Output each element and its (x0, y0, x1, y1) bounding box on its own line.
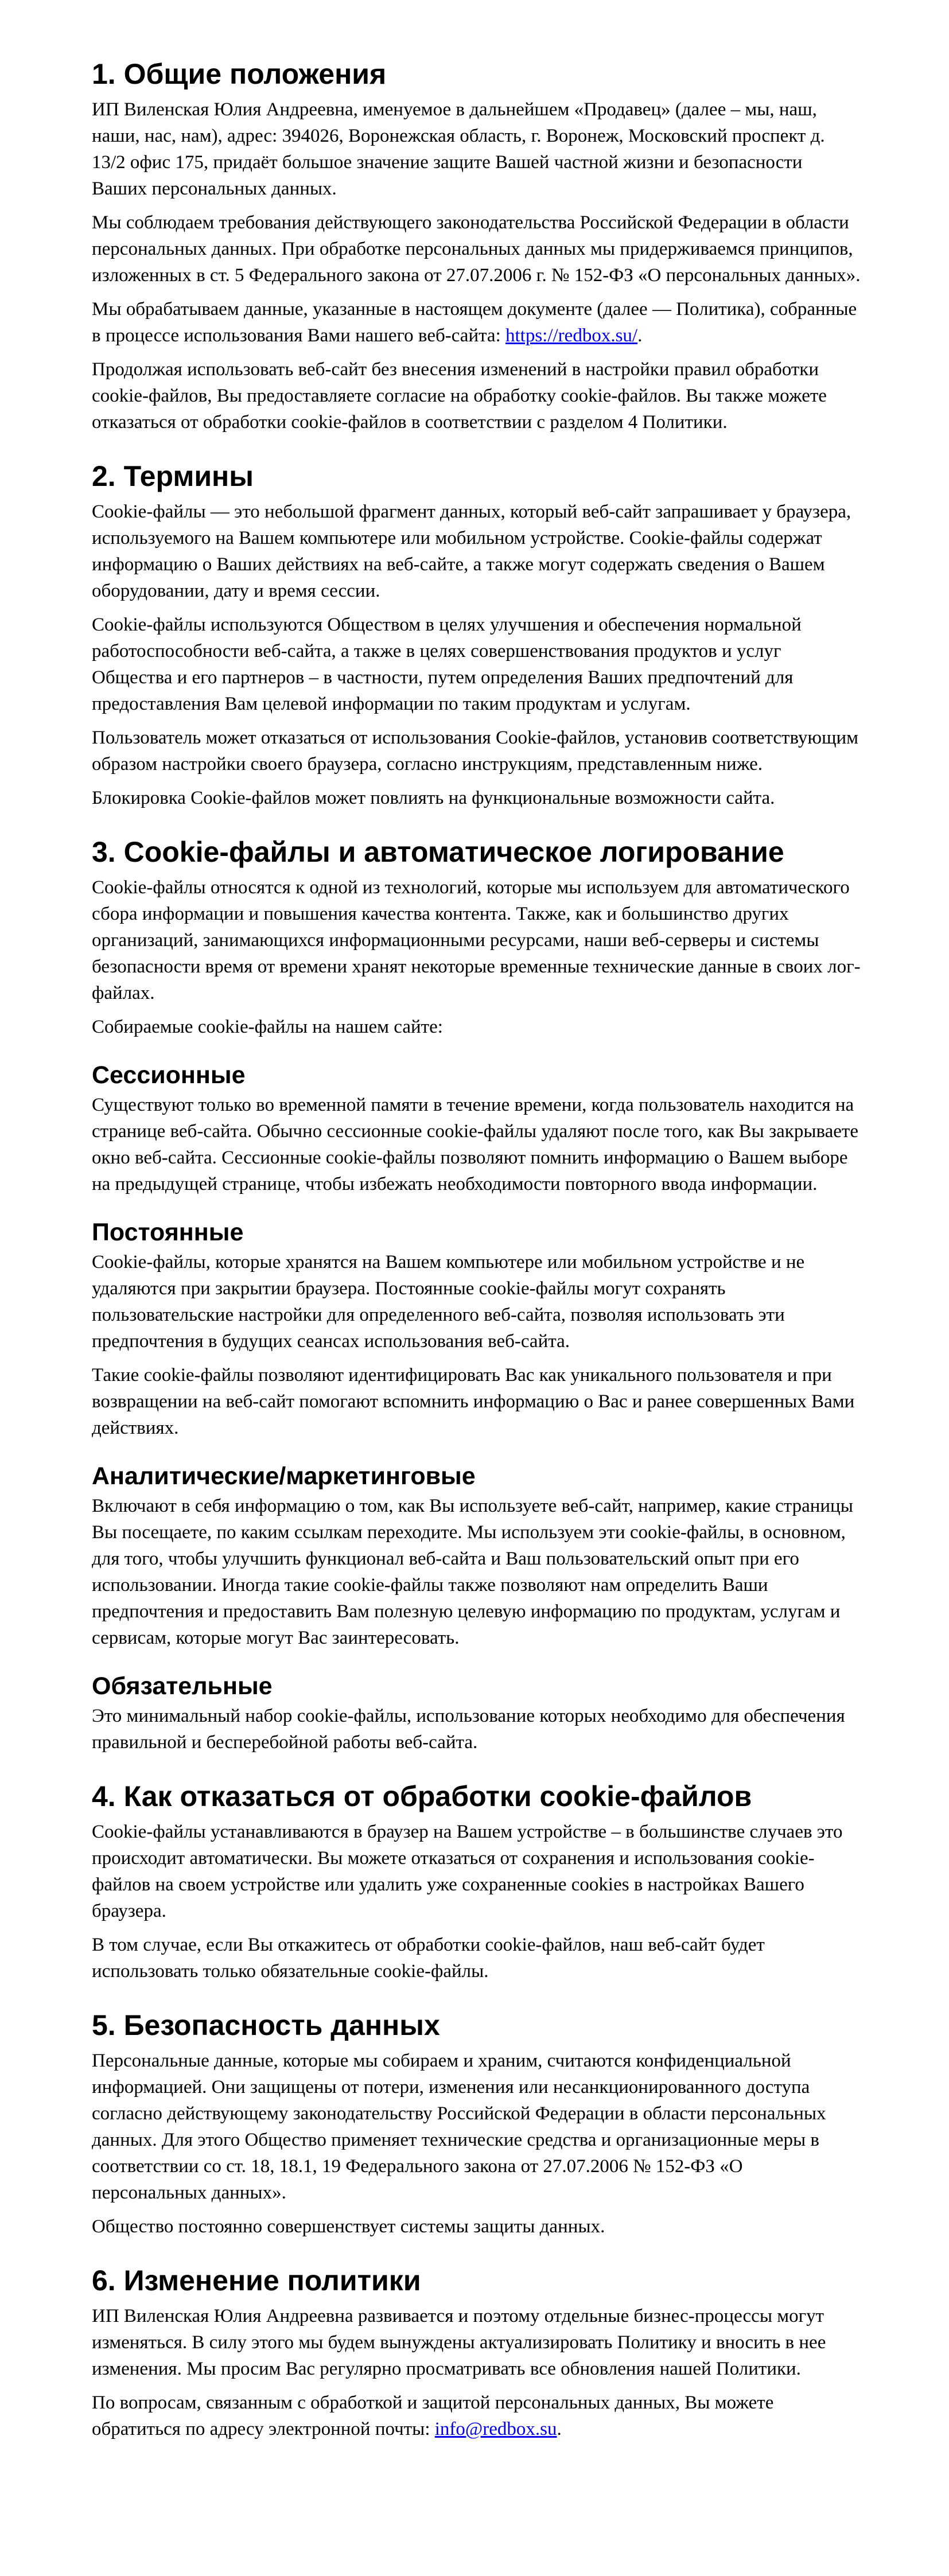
paragraph: ИП Виленская Юлия Андреевна, именуемое в дальнейшем «Продавец» (далее – мы, наш, наши, нас, нам), адрес: 394026, Воронежская область, г. Воронеж, Московский проспект д. 13/2 офис 175, придаёт большое значение защите Вашей частной жизни и безопасности Ваших персональных данных. (92, 99, 825, 199)
paragraph: Продолжая использовать веб-сайт без внесения изменений в настройки правил обработки cookie-файлов, Вы предоставляете согласие на обработку cookie-файлов. Вы также можете отказаться от обработки cookie-файлов в соответствии с разделом 4 Политики. (92, 359, 827, 433)
paragraph: Это минимальный набор cookie-файлы, использование которых необходимо для обеспечения правильной и бесперебойной работы веб-сайта. (92, 1706, 845, 1753)
paragraph: Cookie-файлы — это небольшой фрагмент данных, который веб-сайт запрашивает у браузера, используемого на Вашем компьютере или мобильном устройстве. Cookie-файлы содержат информацию о Ваших действиях на веб-сайте, а также могут содержать сведения о Вашем оборудовании, дату и время сессии. (92, 501, 851, 601)
paragraph: Cookie-файлы относятся к одной из технологий, которые мы используем для автоматического сбора информации и повышения качества контента. Также, как и большинство других организаций, занимающихся информационными ресурсами, наши веб-серверы и системы безопасности время от времени хранят некоторые временные технические данные в своих лог-файлах. (92, 877, 861, 1003)
paragraph: В том случае, если Вы откажитесь от обработки cookie-файлов, наш веб-сайт будет использовать только обязательные cookie-файлы. (92, 1935, 765, 1982)
paragraph-with-link (92, 296, 861, 349)
paragraph-text: Мы обрабатываем данные, указанные в настоящем документе (далее — Политика), собранные в процессе использования Вами нашего веб-сайта: (92, 299, 857, 346)
subsection-session-heading: Сессионные (92, 1061, 246, 1089)
section-3-heading: 3. Cookie-файлы и автоматическое логирование (92, 836, 784, 868)
subsection-required-heading: Обязательные (92, 1672, 273, 1700)
section-1-heading: 1. Общие положения (92, 58, 387, 90)
paragraph: Мы соблюдаем требования действующего законодательства Российской Федерации в области персональных данных. При обработке персональных данных мы придерживаемся принципов, изложенных в ст. 5 Федерального закона от 27.07.2006 г. № 152-ФЗ «О персональных данных». (92, 212, 861, 286)
paragraph-text: . (637, 325, 643, 346)
paragraph: Блокировка Cookie-файлов может повлиять на функциональные возможности сайта. (92, 788, 775, 808)
paragraph: Собираемые cookie-файлы на нашем сайте: (92, 1017, 443, 1037)
subsection-persistent-heading: Постоянные (92, 1219, 244, 1246)
paragraph: Cookie-файлы устанавливаются в браузер на Вашем устройстве – в большинстве случаев это происходит автоматически. Вы можете отказаться от сохранения и использования cookie-файлов на своем устройстве или удалить уже сохраненные cookies в настройках Вашего браузера. (92, 1822, 843, 1921)
section-4-heading: 4. Как отказаться от обработки cookie-файлов (92, 1780, 752, 1812)
paragraph: Cookie-файлы используются Обществом в целях улучшения и обеспечения нормальной работоспособности веб-сайта, а также в целях совершенствования продуктов и услуг Общества и его партнеров – в частности, путем определения Ваших предпочтений для предоставления Вам целевой информации по таким продуктам и услугам. (92, 614, 802, 714)
paragraph: Персональные данные, которые мы собираем и храним, считаются конфиденциальной информацией. Они защищены от потери, изменения или несанкционированного доступа согласно действующему законодательству Российской Федерации в области персональных данных. Для этого Общество применяет технические средства и организационные меры в соответствии со ст. 18, 18.1, 19 Федерального закона от 27.07.2006 № 152-ФЗ «О персональных данных». (92, 2050, 826, 2203)
email-link[interactable]: info@redbox.su (434, 2419, 557, 2439)
paragraph: Cookie-файлы, которые хранятся на Вашем компьютере или мобильном устройстве и не удаляются при закрытии браузера. Постоянные cookie-файлы могут сохранять пользовательские настройки для определенного веб-сайта, позволяя использовать эти предпочтения в будущих сеансах использования веб-сайта. (92, 1252, 805, 1352)
section-2-heading: 2. Термины (92, 460, 254, 492)
website-link[interactable]: https://redbox.su/ (505, 325, 638, 346)
paragraph: Пользователь может отказаться от использования Cookie-файлов, установив соответствующим образом настройки своего браузера, согласно инструкциям, представленным ниже. (92, 727, 859, 775)
paragraph: Такие cookie-файлы позволяют идентифицировать Вас как уникального пользователя и при возвращении на веб-сайт помогают вспомнить информацию о Вас и ранее совершенных Вами действиях. (92, 1365, 855, 1438)
section-6-heading: 6. Изменение политики (92, 2264, 421, 2297)
paragraph-text: . (557, 2419, 562, 2439)
paragraph-with-link (92, 2390, 861, 2442)
paragraph: Включают в себя информацию о том, как Вы используете веб-сайт, например, какие страницы Вы посещаете, по каким ссылкам переходите. Мы используем эти cookie-файлы, в основном, для того, чтобы улучшить функционал веб-сайта и Ваш пользовательский опыт при его использовании. Иногда такие cookie-файлы также позволяют нам определить Ваши предпочтения и предоставить Вам полезную целевую информацию по продуктам, услугам и сервисам, которые могут Вас заинтересовать. (92, 1496, 853, 1648)
paragraph: Существуют только во временной памяти в течение времени, когда пользователь находится на странице веб-сайта. Обычно сессионные cookie-файлы удаляют после того, как Вы закрываете окно веб-сайта. Сессионные cookie-файлы позволяют помнить информацию о Вашем выборе на предыдущей странице, чтобы избежать необходимости повторного ввода информации. (92, 1095, 859, 1194)
paragraph: Общество постоянно совершенствует системы защиты данных. (92, 2216, 605, 2237)
subsection-analytics-heading: Аналитические/маркетинговые (92, 1462, 476, 1490)
paragraph: ИП Виленская Юлия Андреевна развивается и поэтому отдельные бизнес-процессы могут изменяться. В силу этого мы будем вынуждены актуализировать Политику и вносить в нее изменения. Мы просим Вас регулярно просматривать все обновления нашей Политики. (92, 2306, 826, 2379)
paragraph-text: По вопросам, связанным с обработкой и защитой персональных данных, Вы можете обратиться по адресу электронной почты: (92, 2392, 774, 2439)
section-5-heading: 5. Безопасность данных (92, 2009, 440, 2041)
